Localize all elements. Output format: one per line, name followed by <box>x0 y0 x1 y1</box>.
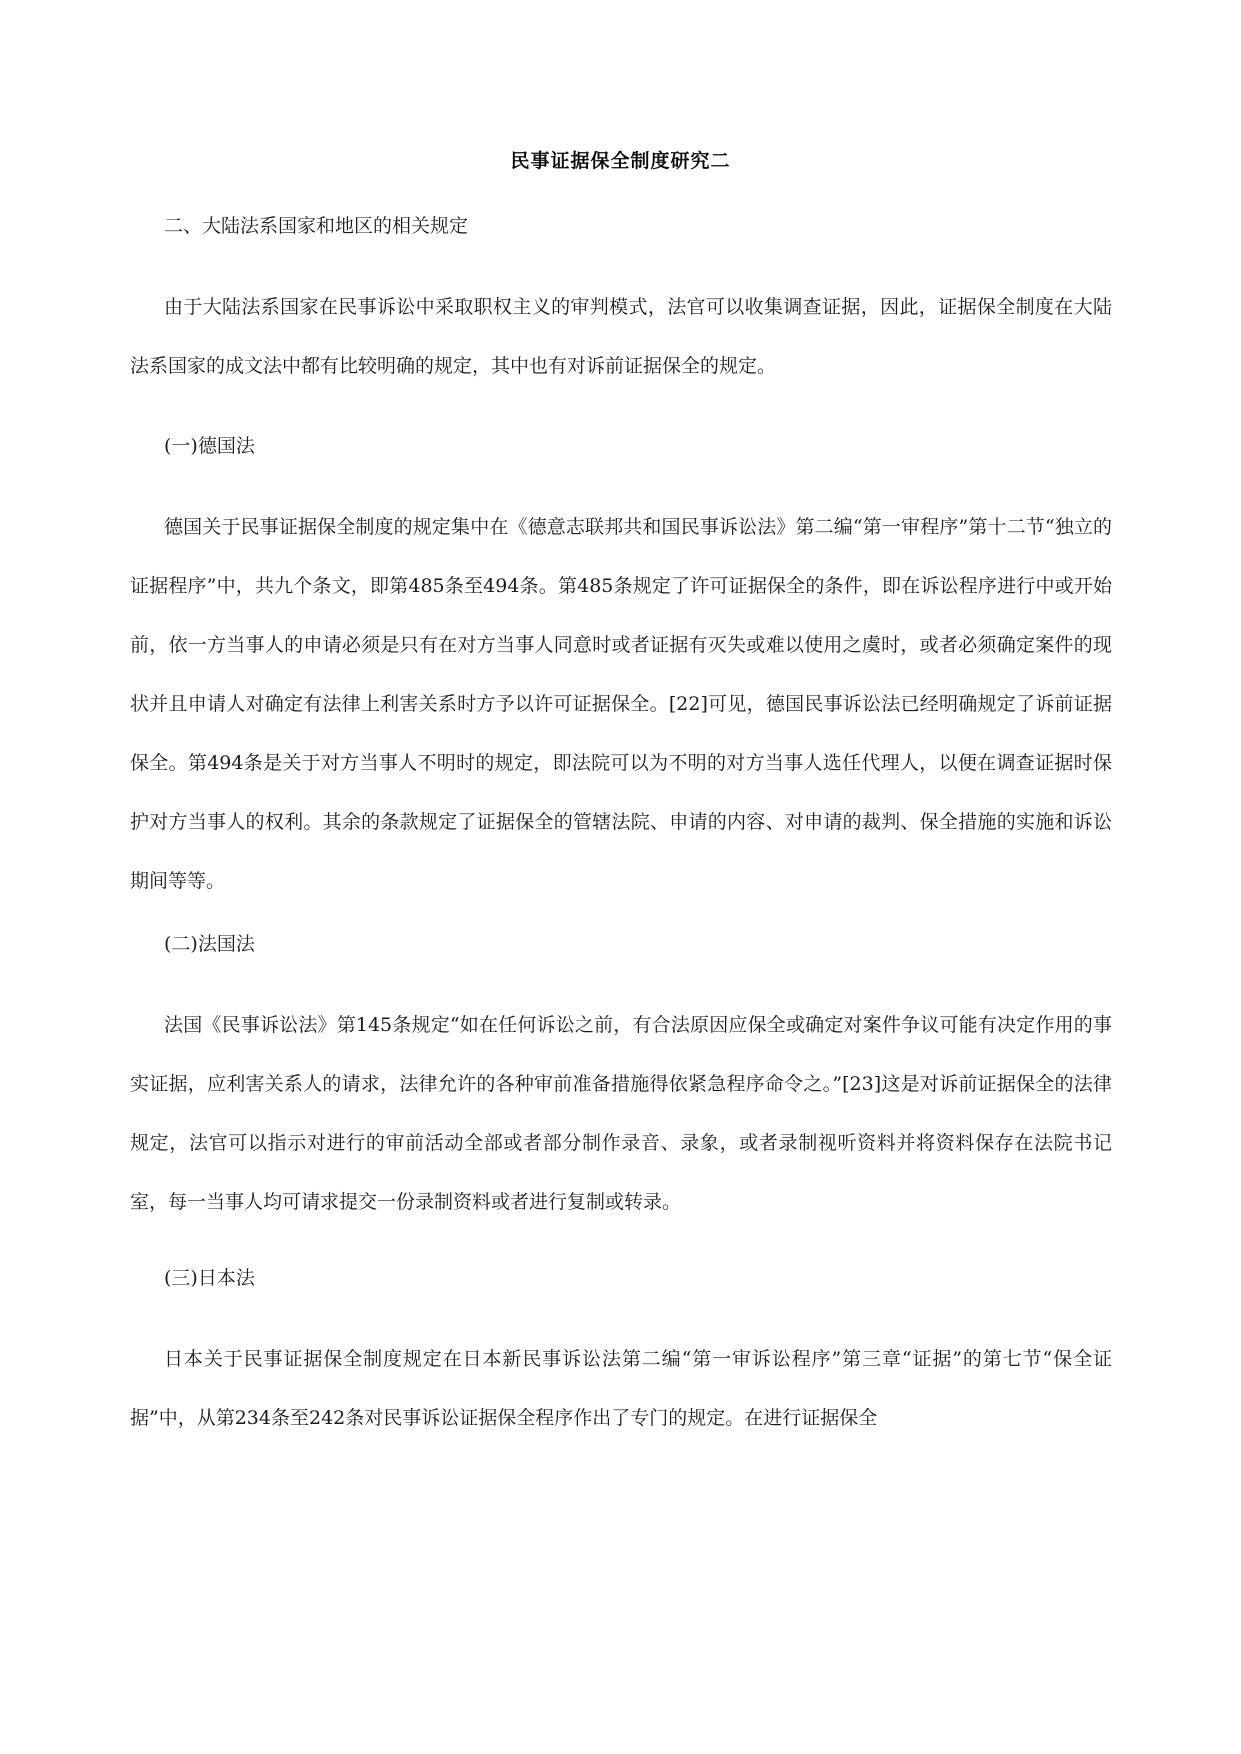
subsection-paragraph-japan: 日本关于民事证据保全制度规定在日本新民事诉讼法第二编“第一审诉讼程序”第三章“证据”的第七节“保全证据”中，从第234条至242条对民事诉讼证据保全程序作出了专门的规定。在进行证据保全 <box>130 1348 1112 1429</box>
subsection-paragraph-france: 法国《民事诉讼法》第145条规定“如在任何诉讼之前，有合法原因应保全或确定对案件争议可能有决定作用的事实证据，应利害关系人的请求，法律允许的各种审前准备措施得依紧急程序命令之。”[23]这是对诉前证据保全的法律规定，法官可以指示对进行的审前活动全部或者部分制作录音、录象，或者录制视听资料并将资料保存在法院书记室，每一当事人均可请求提交一份录制资料或者进行复制或转录。 <box>130 1014 1112 1213</box>
document-title: 民事证据保全制度研究二 <box>510 150 731 172</box>
subsection-heading-japan: (三)日本法 <box>164 1267 255 1289</box>
subsection-paragraph-germany: 德国关于民事证据保全制度的规定集中在《德意志联邦共和国民事诉讼法》第二编“第一审程序”第十二节“独立的证据程序”中，共九个条文，即第485条至494条。第485条规定了许可证据保全的条件，即在诉讼程序进行中或开始前，依一方当事人的申请必须是只有在对方当事人同意时或者证据有灭失或难以使用之虞时，或者必须确定案件的现状并且申请人对确定有法律上利害关系时方予以许可证据保全。[22]可见，德国民事诉讼法已经明确规定了诉前证据保全。第494条是关于对方当事人不明时的规定，即法院可以为不明的对方当事人选任代理人，以便在调查证据时保护对方当事人的权利。其余的条款规定了证据保全的管辖法院、申请的内容、对申请的裁判、保全措施的实施和诉讼期间等等。 <box>130 516 1112 892</box>
intro-paragraph: 由于大陆法系国家在民事诉讼中采取职权主义的审判模式，法官可以收集调查证据，因此，证据保全制度在大陆法系国家的成文法中都有比较明确的规定，其中也有对诉前证据保全的规定。 <box>130 296 1112 377</box>
subsection-heading-france: (二)法国法 <box>164 933 255 955</box>
subsection-heading-germany: (一)德国法 <box>164 435 255 457</box>
section-heading: 二、大陆法系国家和地区的相关规定 <box>164 215 469 237</box>
